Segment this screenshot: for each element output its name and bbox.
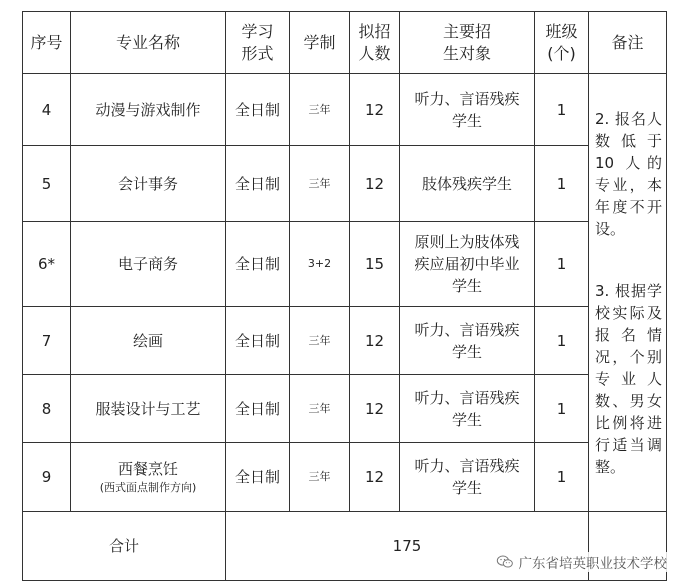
cell-target: 原则上为肢体残 疾应届初中毕业 学生 (400, 222, 535, 307)
header-major: 专业名称 (71, 12, 226, 74)
watermark-text: 广东省培英职业技术学校 (518, 556, 667, 572)
cell-duration: 三年 (290, 146, 350, 222)
cell-mode: 全日制 (226, 443, 290, 512)
watermark (496, 552, 668, 572)
cell-plan: 12 (350, 375, 400, 443)
cell-plan: 12 (350, 443, 400, 512)
table-row (23, 146, 667, 222)
cell-classes: 1 (535, 307, 589, 375)
cell-target: 听力、言语残疾 学生 (400, 74, 535, 146)
cell-duration: 三年 (290, 375, 350, 443)
cell-major: 绘画 (71, 307, 226, 375)
table-row (23, 375, 667, 443)
total-label: 合计 (23, 512, 226, 581)
table-row (23, 222, 667, 307)
table-row (23, 443, 667, 512)
header-duration: 学制 (290, 12, 350, 74)
cell-plan: 15 (350, 222, 400, 307)
header-remarks: 备注 (589, 12, 667, 74)
cell-mode: 全日制 (226, 307, 290, 375)
cell-target: 听力、言语残疾 学生 (400, 375, 535, 443)
header-mode: 学习 形式 (226, 12, 290, 74)
remarks-cell (589, 74, 667, 512)
cell-major: 西餐烹饪 (西式面点制作方向) (71, 443, 226, 512)
cell-classes: 1 (535, 443, 589, 512)
header-row (23, 12, 667, 74)
wechat-icon (496, 555, 514, 569)
cell-mode: 全日制 (226, 146, 290, 222)
cell-plan: 12 (350, 307, 400, 375)
cell-seq: 7 (23, 307, 71, 375)
cell-seq: 4 (23, 74, 71, 146)
table-row (23, 74, 667, 146)
table-row (23, 307, 667, 375)
total-value: 175 (226, 512, 589, 581)
enrollment-table (22, 11, 667, 581)
cell-major: 会计事务 (71, 146, 226, 222)
cell-duration: 三年 (290, 74, 350, 146)
header-plan: 拟招 人数 (350, 12, 400, 74)
cell-plan: 12 (350, 146, 400, 222)
cell-seq: 6* (23, 222, 71, 307)
cell-classes: 1 (535, 74, 589, 146)
cell-target: 肢体残疾学生 (400, 146, 535, 222)
cell-mode: 全日制 (226, 222, 290, 307)
cell-duration: 3+2 (290, 222, 350, 307)
cell-classes: 1 (535, 375, 589, 443)
header-seq: 序号 (23, 12, 71, 74)
header-classes: 班级 (个) (535, 12, 589, 74)
cell-plan: 12 (350, 74, 400, 146)
cell-major: 动漫与游戏制作 (71, 74, 226, 146)
header-target: 主要招 生对象 (400, 12, 535, 74)
cell-mode: 全日制 (226, 74, 290, 146)
cell-seq: 9 (23, 443, 71, 512)
cell-seq: 8 (23, 375, 71, 443)
cell-duration: 三年 (290, 307, 350, 375)
remark-note-1: 2. 报名人数低于 10 人的专业，本年度不开设。 (595, 109, 662, 238)
cell-seq: 5 (23, 146, 71, 222)
cell-major: 服装设计与工艺 (71, 375, 226, 443)
cell-target: 听力、言语残疾 学生 (400, 307, 535, 375)
cell-target: 听力、言语残疾 学生 (400, 443, 535, 512)
cell-classes: 1 (535, 146, 589, 222)
cell-major-sub: (西式面点制作方向) (99, 481, 197, 494)
cell-classes: 1 (535, 222, 589, 307)
remark-note-2: 3. 根据学校实际及报名情况，个别专业人数、男女比例将进行适当调整。 (595, 281, 662, 476)
cell-major: 电子商务 (71, 222, 226, 307)
cell-duration: 三年 (290, 443, 350, 512)
cell-mode: 全日制 (226, 375, 290, 443)
